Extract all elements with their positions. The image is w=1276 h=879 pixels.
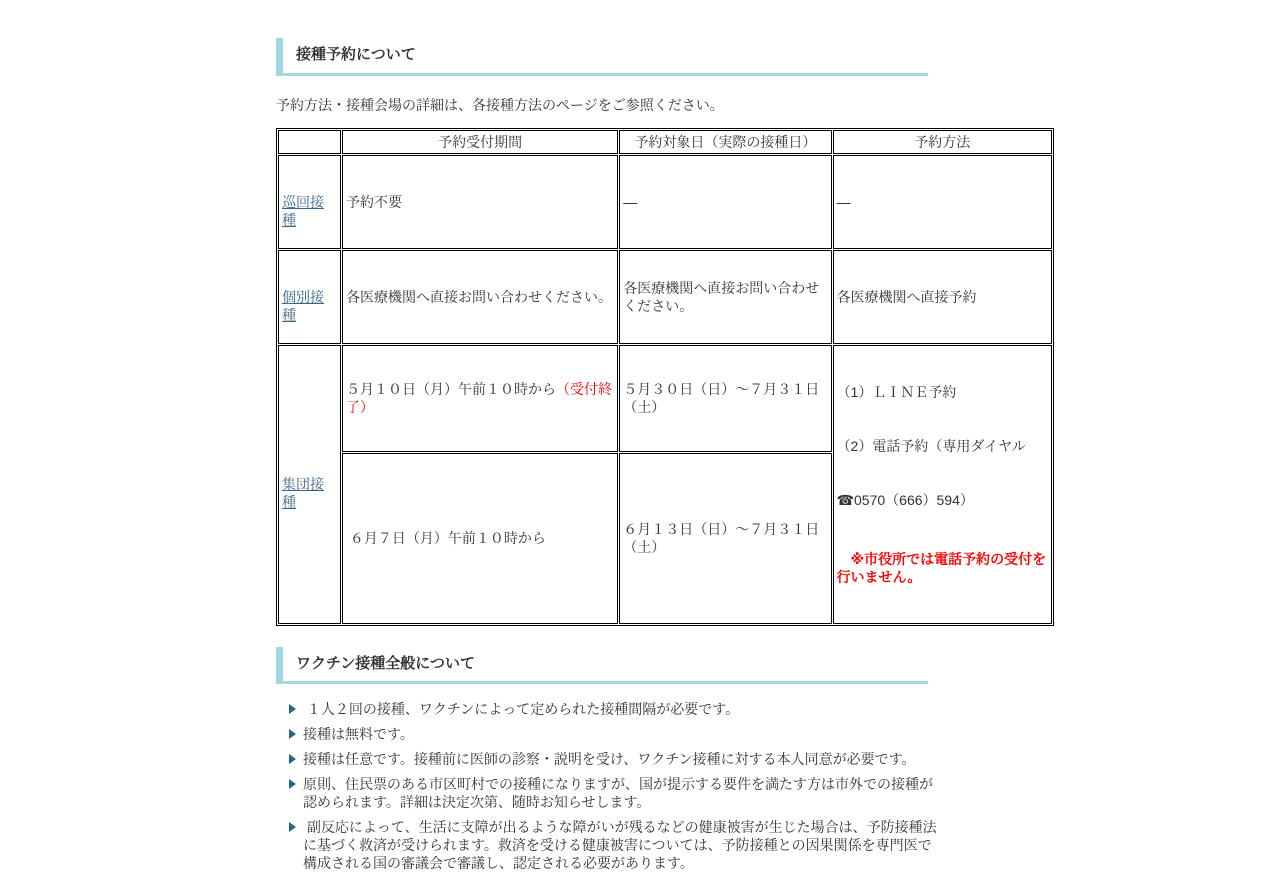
triangle-bullet-icon <box>289 704 296 714</box>
general-section-heading <box>276 647 928 685</box>
phone-number-text: 0570（666）594） <box>854 491 974 508</box>
kobetsu-sesshu-link[interactable]: 個別接種 <box>282 288 324 323</box>
junkai-sesshu-link[interactable]: 巡回接種 <box>282 193 324 228</box>
general-heading-label: ワクチン接種全般について <box>296 654 475 672</box>
header-reception-period: 予約受付期間 <box>342 130 618 154</box>
bullet-text: 原則、住民票のある市区町村での接種になりますが、国が提示する要件を満たす方は市外での接種が認められます。詳細は決定次第、随時お知らせします。 <box>303 776 933 810</box>
shudan-period1-cell <box>342 345 618 452</box>
phone-icon: ☎ <box>836 491 855 508</box>
shudan-method-cell <box>833 345 1052 624</box>
method-line-phone: （2）電話予約（専用ダイヤル <box>836 437 1026 454</box>
shudan-target2-cell: ６月１３日（日）～７月３１日（土） <box>619 453 831 624</box>
list-item <box>289 750 944 768</box>
bullet-text: 接種は任意です。接種前に医師の診察・説明を受け、ワクチン接種に対する本人同意が必要です。 <box>303 751 916 767</box>
shudan-period1-text: ５月１０日（月）午前１０時から <box>345 381 556 398</box>
table-row-junkai <box>278 155 1052 249</box>
reservation-section-heading <box>276 38 928 76</box>
junkai-label-cell <box>278 155 341 249</box>
reservation-intro-text: 予約方法・接種会場の詳細は、各接種方法のページをご参照ください。 <box>276 96 724 113</box>
junkai-method-cell: ― <box>833 155 1052 249</box>
triangle-bullet-icon <box>289 754 296 764</box>
table-row-kobetsu <box>278 250 1052 344</box>
section-reservation <box>276 38 1058 626</box>
shudan-sesshu-link[interactable]: 集団接種 <box>282 476 324 510</box>
shudan-label-cell <box>278 345 341 624</box>
list-item <box>289 725 944 743</box>
reservation-table <box>276 128 1054 626</box>
header-target-date: 予約対象日（実際の接種日） <box>619 130 831 154</box>
triangle-bullet-icon <box>289 729 296 739</box>
table-row-shudan-1 <box>278 345 1052 452</box>
kobetsu-period-cell: 各医療機関へ直接お問い合わせください。 <box>342 250 618 344</box>
header-method: 予約方法 <box>833 130 1052 154</box>
main-content <box>276 38 1058 879</box>
list-item <box>289 775 944 811</box>
section-general <box>276 647 1058 873</box>
kobetsu-method-cell: 各医療機関へ直接予約 <box>833 250 1052 344</box>
list-item <box>289 818 944 872</box>
triangle-bullet-icon <box>289 822 296 832</box>
method-line-line: （1）ＬＩＮＥ予約 <box>836 383 957 400</box>
method-line-number <box>837 491 1048 509</box>
bullet-text: 接種は無料です。 <box>303 726 414 742</box>
bullet-text: 副反応によって、生活に支障が出るような障がいが残るなどの健康被害が生じた場合は、予防接種法に基づく救済が受けられます。救済を受ける健康被害については、予防接種との因果関係を専門医で構成される国の審議会で審議し、認定される必要があります。 <box>303 819 937 871</box>
shudan-target1-cell: ５月３０日（日）～７月３１日（土） <box>619 345 831 452</box>
reservation-heading-label: 接種予約について <box>296 46 416 63</box>
table-header-row <box>278 130 1052 154</box>
kobetsu-label-cell <box>278 250 341 344</box>
phone-warning-note: ※市役所では電話予約の受付を行いません。 <box>836 550 1047 585</box>
shudan-period2-cell: ６月７日（月）午前１０時から <box>342 453 618 624</box>
junkai-period-cell: 予約不要 <box>342 155 618 249</box>
triangle-bullet-icon <box>289 779 296 789</box>
junkai-target-cell: ― <box>619 155 831 249</box>
general-bullet-list <box>276 700 944 872</box>
shudan-period1-closed-note: （受付終了） <box>345 381 612 416</box>
header-empty-cell <box>278 130 341 154</box>
bullet-text: １人２回の接種、ワクチンによって定められた接種間隔が必要です。 <box>303 701 740 717</box>
kobetsu-target-cell: 各医療機関へ直接お問い合わせください。 <box>619 250 831 344</box>
list-item <box>289 700 944 718</box>
